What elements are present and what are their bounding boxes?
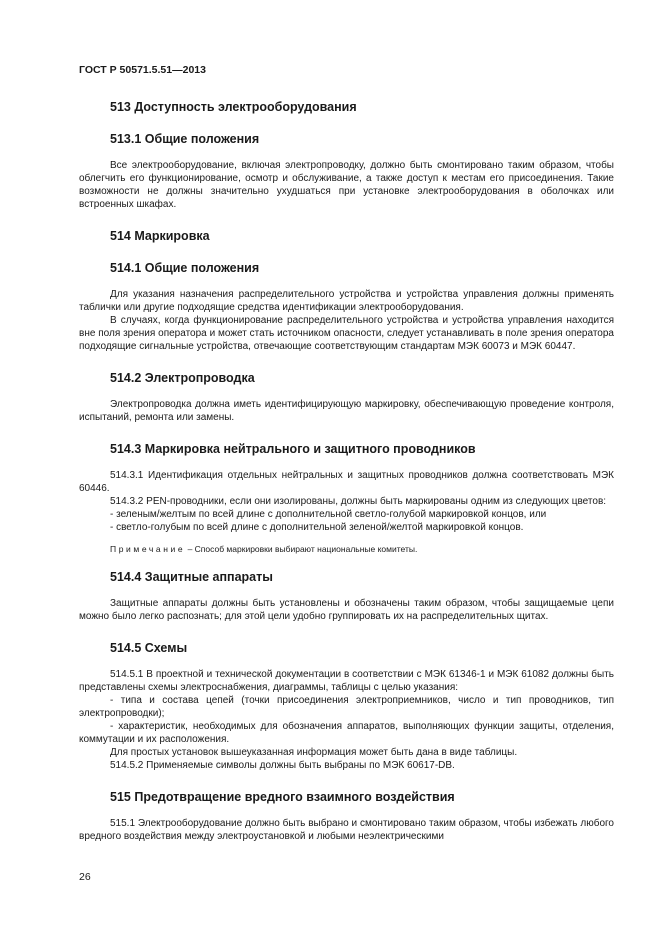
section-513-1-title: 513.1 Общие положения: [110, 132, 260, 146]
document-header: ГОСТ Р 50571.5.51—2013: [79, 64, 206, 76]
section-514-5-title: 514.5 Схемы: [110, 641, 188, 655]
note: [79, 543, 614, 555]
section-514-4-title: 514.4 Защитные аппараты: [110, 570, 273, 584]
list-item: - светло-голубым по всей длине с дополнительной зеленой/желтой маркировкой концов.: [110, 522, 524, 533]
section-514-title: 514 Маркировка: [110, 229, 210, 243]
section-514-1-paragraph-1: Для указания назначения распределительного устройства и устройства управления должны применять таблички или другие подходящие средства идентификации электрооборудования.: [79, 289, 614, 313]
section-514-3-title: 514.3 Маркировка нейтрального и защитного проводников: [110, 442, 476, 456]
section-514-1-paragraph-2: В случаях, когда функционирование распределительного устройства и устройства управления находится вне поля зрения оператора и может стать источником опасности, следует устанавливать в поле зрения оператора подходящие сигнальные устройства, отвечающие соответствующим стандартам МЭК 60073 и МЭК 60447.: [79, 315, 614, 352]
section-513-1-paragraph: Все электрооборудование, включая электропроводку, должно быть смонтировано таким образом, чтобы облегчить его функционирование, осмотр и обслуживание, а также доступ к местам его присоединения. Такие возможности не должны значительно ухудшаться при установке электрооборудования в оболочках или встроенных шкафах.: [79, 160, 614, 210]
note-text: – Способ маркировки выбирают национальные комитеты.: [185, 544, 418, 554]
list-item: - зеленым/желтым по всей длине с дополнительной светло-голубой маркировкой концов, или: [110, 509, 547, 520]
note-label: Примечание: [110, 544, 186, 554]
section-514-3-2-paragraph: 514.3.2 PEN-проводники, если они изолированы, должны быть маркированы одним из следующих цветов:: [110, 496, 607, 507]
list-item: - типа и состава цепей (точки присоединения электроприемников, число и тип проводников, тип электропроводки);: [79, 695, 614, 719]
section-514-5-1-paragraph-2: Для простых установок вышеуказанная информация может быть дана в виде таблицы.: [110, 747, 518, 758]
document-body: [79, 100, 614, 843]
section-514-4-paragraph: Защитные аппараты должны быть установлены и обозначены таким образом, чтобы защищаемые цепи можно было легко распознать; для этой цели удобно группировать их на распределительных щитах.: [79, 598, 614, 622]
section-514-1-title: 514.1 Общие положения: [110, 261, 260, 275]
section-515-1-paragraph: 515.1 Электрооборудование должно быть выбрано и смонтировано таким образом, чтобы избежать любого вредного воздействия между электроустановкой и любыми неэлектрическими: [79, 818, 614, 842]
section-514-3-1-paragraph: 514.3.1 Идентификация отдельных нейтральных и защитных проводников должна соответствовать МЭК 60446.: [79, 470, 614, 494]
section-514-2-title: 514.2 Электропроводка: [110, 371, 255, 385]
section-515-title: 515 Предотвращение вредного взаимного воздействия: [110, 790, 455, 804]
list-item: - характеристик, необходимых для обозначения аппаратов, выполняющих функции защиты, отделения, коммутации и их расположения.: [79, 721, 614, 745]
section-513-title: 513 Доступность электрооборудования: [110, 100, 357, 114]
section-514-5-2-paragraph: 514.5.2 Применяемые символы должны быть выбраны по МЭК 60617-DB.: [110, 760, 455, 771]
page-number: 26: [79, 871, 91, 883]
section-514-5-1-paragraph: 514.5.1 В проектной и технической документации в соответствии с МЭК 61346-1 и МЭК 61082 должны быть представлены схемы электроснабжения, диаграммы, таблицы с целью указания:: [79, 669, 614, 693]
section-514-2-paragraph: Электропроводка должна иметь идентифицирующую маркировку, обеспечивающую проведение контроля, испытаний, ремонта или замены.: [79, 399, 614, 423]
